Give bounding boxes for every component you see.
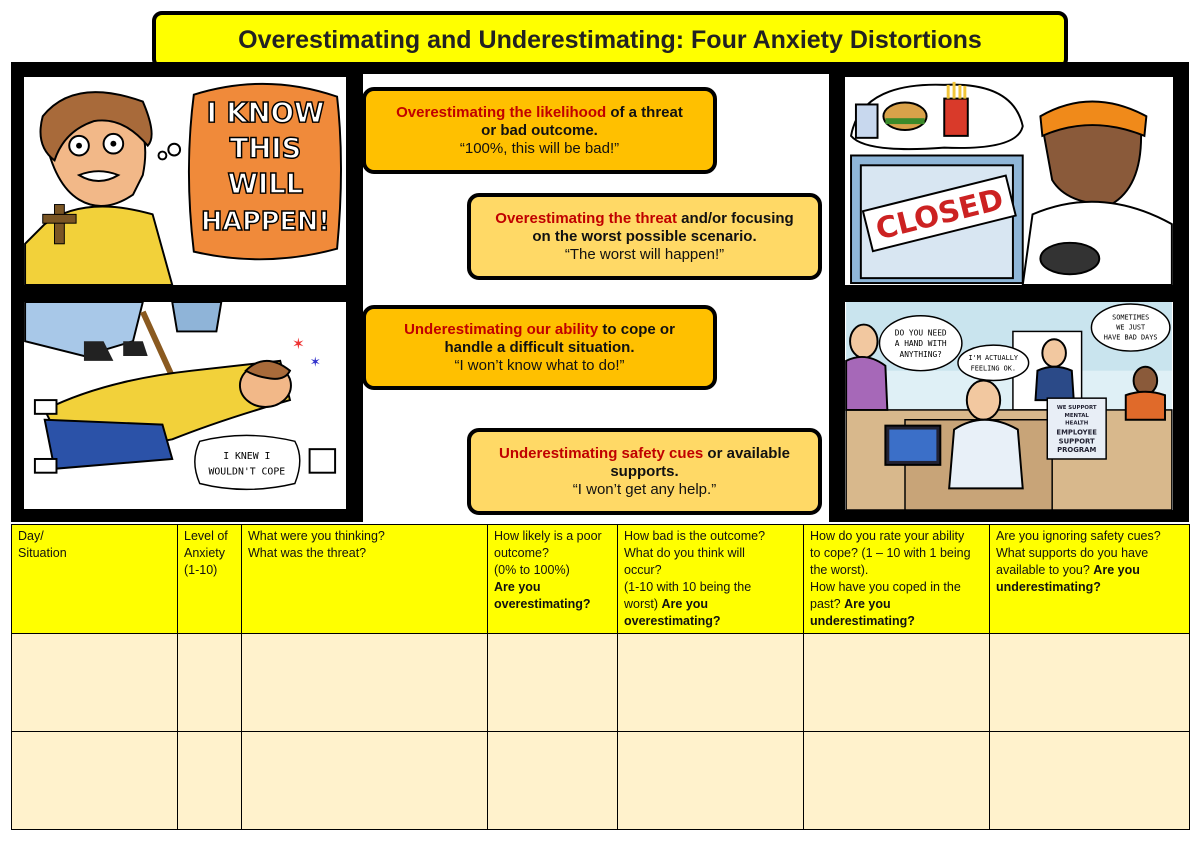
- callout-line-2: handle a difficult situation.: [444, 338, 635, 356]
- poster-line-2: MENTAL: [1064, 412, 1089, 419]
- comic-panel-likelihood: [22, 75, 348, 287]
- reply-bubble-line-2: FEELING OK.: [970, 364, 1017, 373]
- header-coping-ability: How do you rate your ability to cope? (1 – 10 with 1 being the worst). How have you coped in the past? Are you underestimating?: [804, 525, 990, 634]
- header-safety-cues: Are you ignoring safety cues? What supports do you have available to you? Are you underestimating?: [990, 525, 1190, 634]
- callout-highlight: Underestimating safety cues: [499, 444, 704, 462]
- table-row: [12, 634, 1190, 732]
- callout-rest: or available: [703, 444, 790, 462]
- bubble-line-3: WILL: [227, 168, 304, 200]
- entry-cell[interactable]: [804, 634, 990, 732]
- offer-bubble-line-1: DO YOU NEED: [894, 328, 947, 338]
- entry-cell[interactable]: [618, 732, 804, 830]
- reply-bubble-line-1: I'M ACTUALLY: [968, 353, 1019, 362]
- callout-line-2: or bad outcome.: [481, 121, 598, 139]
- offer-bubble-line-2: A HAND WITH: [894, 339, 947, 349]
- callout-overestimating-threat: [467, 193, 822, 280]
- boss-bubble-line-2: WE JUST: [1116, 323, 1146, 332]
- fallen-bubble-line-2: WOULDN'T COPE: [208, 466, 286, 478]
- header-day-situation: Day/ Situation: [12, 525, 178, 634]
- callout-highlight: Overestimating the likelihood: [396, 103, 607, 121]
- star-icon: ✶: [291, 336, 306, 354]
- header-likelihood: How likely is a poor outcome? (0% to 100%) Are you overestimating?: [488, 525, 618, 634]
- callout-rest: to cope or: [598, 320, 675, 338]
- entry-cell[interactable]: [242, 732, 488, 830]
- anxiety-log-table: [11, 524, 1190, 830]
- worried-woman-illustration: [24, 77, 346, 285]
- callout-rest: and/or focusing: [677, 209, 794, 227]
- callout-quote: “100%, this will be bad!”: [459, 139, 620, 157]
- bubble-line-2: THIS: [229, 133, 302, 165]
- boss-bubble-line-3: HAVE BAD DAYS: [1103, 333, 1158, 342]
- page-title: Overestimating and Underestimating: Four Anxiety Distortions: [238, 25, 982, 54]
- comic-panel-threat: [843, 75, 1175, 287]
- entry-cell[interactable]: [12, 634, 178, 732]
- callout-line-2: on the worst possible scenario.: [532, 227, 757, 245]
- callout-highlight: Overestimating the threat: [495, 209, 678, 227]
- entry-cell[interactable]: [804, 732, 990, 830]
- header-outcome-severity: How bad is the outcome? What do you think will occur? (1-10 with 10 being the worst) Are you overestimating?: [618, 525, 804, 634]
- boss-bubble-line-1: SOMETIMES: [1112, 313, 1150, 322]
- bubble-line-4: HAPPEN!: [201, 207, 330, 238]
- entry-cell[interactable]: [488, 634, 618, 732]
- callout-underestimating-safety-cues: [467, 428, 822, 515]
- callout-quote: “I won’t get any help.”: [572, 480, 717, 498]
- comic-panel-safety: [843, 300, 1175, 512]
- poster-line-3: HEALTH: [1065, 420, 1089, 427]
- entry-cell[interactable]: [990, 634, 1190, 732]
- poster-line-1: WE SUPPORT: [1056, 404, 1097, 411]
- bubble-line-1: I KNOW: [206, 98, 325, 130]
- entry-cell[interactable]: [488, 732, 618, 830]
- fallen-bubble-line-1: I KNEW I: [223, 450, 271, 462]
- callout-quote: “I won’t know what to do!”: [454, 356, 625, 374]
- callout-highlight: Underestimating our ability: [404, 320, 599, 338]
- callout-quote: “The worst will happen!”: [564, 245, 725, 263]
- callout-underestimating-ability: [362, 305, 717, 390]
- entry-cell[interactable]: [178, 634, 242, 732]
- title-banner: [152, 11, 1068, 69]
- entry-cell[interactable]: [12, 732, 178, 830]
- top-frame: [11, 62, 1189, 74]
- table-row: [12, 732, 1190, 830]
- star-icon: ✶: [309, 354, 322, 370]
- callout-line-2: supports.: [610, 462, 679, 480]
- entry-cell[interactable]: [178, 732, 242, 830]
- callout-overestimating-likelihood: [362, 87, 717, 174]
- comic-panel-coping: [22, 300, 348, 511]
- closed-sign-text: CLOSED: [872, 181, 1007, 247]
- entry-cell[interactable]: [242, 634, 488, 732]
- offer-bubble-line-3: ANYTHING?: [899, 349, 942, 359]
- poster-line-5: SUPPORT: [1058, 437, 1095, 446]
- poster-line-4: EMPLOYEE: [1056, 428, 1097, 437]
- poster-line-6: PROGRAM: [1057, 446, 1097, 455]
- fallen-woman-illustration: [24, 302, 346, 509]
- entry-cell[interactable]: [990, 732, 1190, 830]
- entry-cell[interactable]: [618, 634, 804, 732]
- header-anxiety-level: Level of Anxiety (1-10): [178, 525, 242, 634]
- table-header-row: [12, 525, 1190, 634]
- header-thinking: What were you thinking? What was the threat?: [242, 525, 488, 634]
- closed-restaurant-illustration: [845, 77, 1173, 285]
- callout-rest: of a threat: [606, 103, 683, 121]
- office-support-illustration: [845, 302, 1173, 510]
